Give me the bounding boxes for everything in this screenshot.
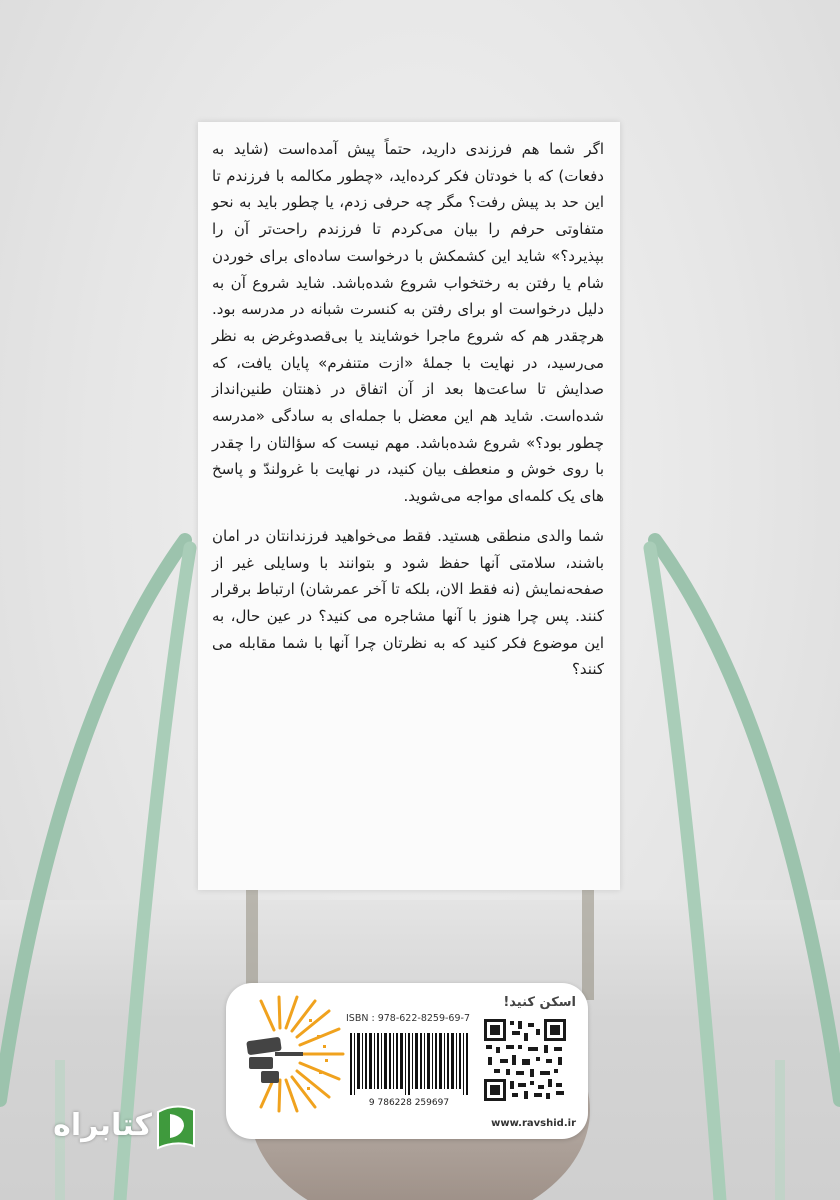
publisher-sun-logo bbox=[231, 995, 347, 1113]
isbn-number: ISBN : 978-622-8259-69-7 bbox=[346, 1013, 470, 1024]
scan-label: اسکن کنید! bbox=[503, 995, 576, 1010]
publisher-website: www.ravshid.ir bbox=[491, 1118, 576, 1129]
isbn-box bbox=[226, 983, 588, 1139]
description-text bbox=[198, 122, 620, 890]
paragraph-1: اگر شما هم فرزندی دارید، حتماً پیش آمده‌است (شاید به دفعات) که با خودتان فکر کرده‌اید، «چطور مکالمه با فرزندم تا این حد بد پیش رفت؟ مگر چه حرفی زدم، یا چطور باید به نحو متفاوتی حرفم را بیان می‌کردم تا فرزندم راحت‌تر آن را بپذیرد؟» شاید این کشمکش با درخواست ساده‌ای برای خوردن شام یا رفتن به رختخواب شروع شده‌باشد. شاید شروع آن به دلیل درخواست او برای رفتن به کنسرت شبانه در مدرسه بود. هرچقدر هم که شروع ماجرا خوشایند یا بی‌قصدوغرض به نظر می‌رسید، در نهایت با جملهٔ «ازت متنفرم» پایان یافت، که صدایش تا ساعت‌ها بعد از آن اتفاق در ذهنتان طنین‌انداز شده‌است. شاید هم این معضل با جمله‌ای به سادگی «مدرسه چطور بود؟» شروع شده‌باشد. مهم نیست که سؤالتان را چقدر با روی خوش و منعطف بیان کنید، در نهایت با غرولندّ و پاسخ های یک کلمه‌ای مواجه می‌شوید. bbox=[212, 140, 604, 506]
barcode bbox=[346, 1031, 472, 1109]
paragraph-2: شما والدی منطقی هستید. فقط می‌خواهید فرزندانتان در امان باشند، سلامتی آنها حفظ شود و بتوانند با وسایلی غیر از صفحه‌نمایش (نه فقط الان، بلکه تا آخر عمرشان) ارتباط برقرار کنند. پس چرا هنوز با آنها مشاجره می کنید؟ در عین حال، به این موضوع فکر کنید که به نظرتان چرا آنها با شما مقابله می کنند؟ bbox=[212, 526, 604, 679]
ketabrah-watermark bbox=[40, 1102, 200, 1156]
qr-code bbox=[484, 1019, 566, 1101]
barcode-digits: 9 786228 259697 bbox=[368, 1098, 450, 1108]
ketabrah-book-icon bbox=[154, 1102, 198, 1154]
rear-pole-right bbox=[582, 880, 594, 1000]
rear-pole-left bbox=[246, 880, 258, 1000]
ketabrah-wordmark: کتابراه bbox=[53, 1108, 152, 1143]
description-panel bbox=[198, 122, 620, 890]
